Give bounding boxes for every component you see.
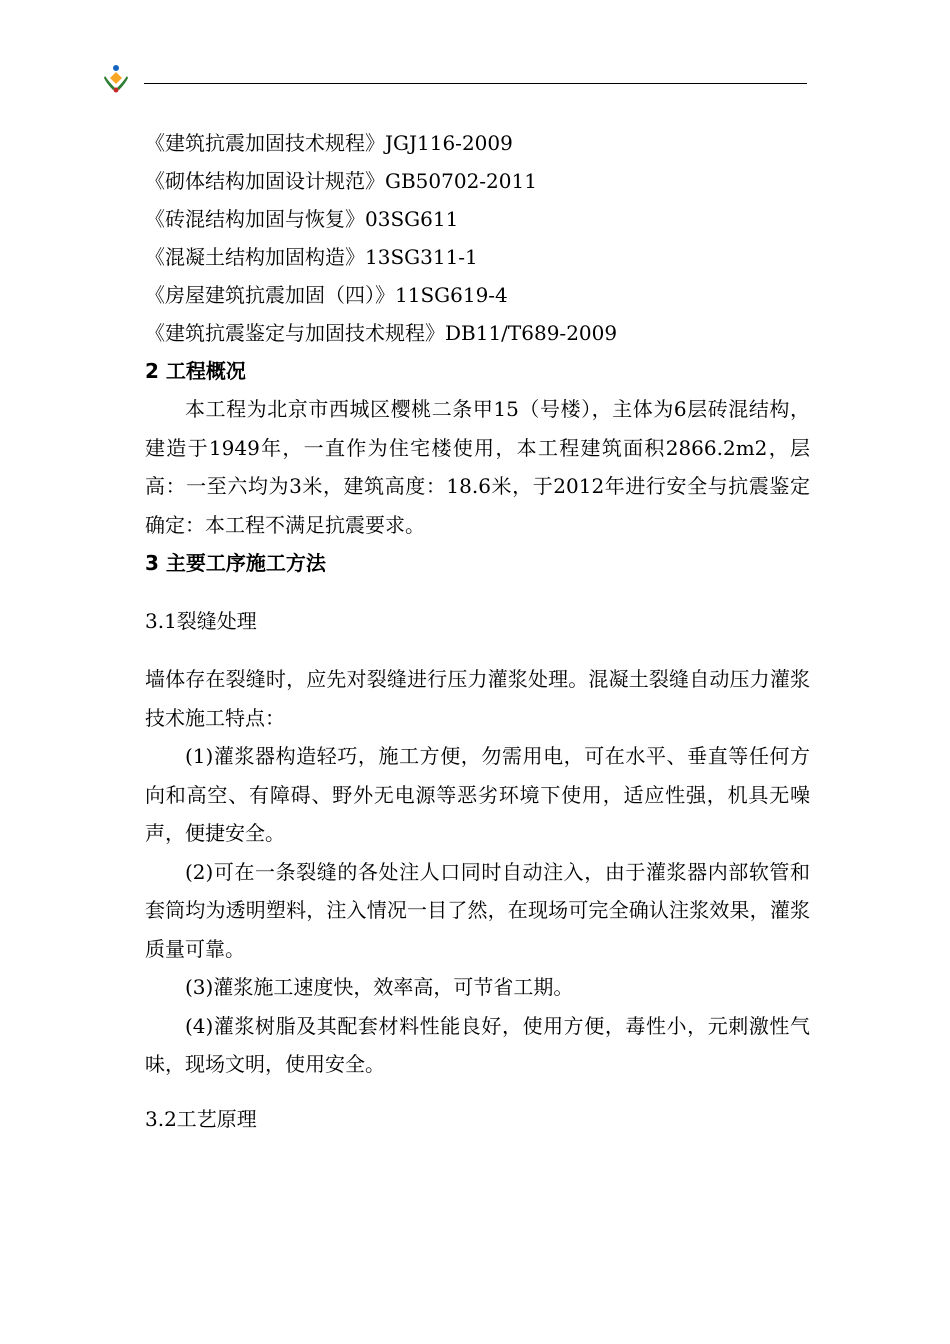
reference-list bbox=[145, 124, 810, 352]
reference-item: 《房屋建筑抗震加固（四）》11SG619-4 bbox=[145, 283, 508, 307]
document-body bbox=[145, 124, 810, 1138]
feature-point: (3)灌浆施工速度快，效率高，可节省工期。 bbox=[185, 975, 574, 999]
subsection-title: 3.1裂缝处理 bbox=[145, 609, 257, 633]
crack-intro-paragraph: 墙体存在裂缝时，应先对裂缝进行压力灌浆处理。混凝土裂缝自动压力灌浆技术施工特点： bbox=[145, 667, 810, 730]
reference-item: 《建筑抗震加固技术规程》JGJ116-2009 bbox=[145, 131, 513, 155]
reference-item: 《砖混结构加固与恢复》03SG611 bbox=[145, 207, 459, 231]
reference-item: 《建筑抗震鉴定与加固技术规程》DB11/T689-2009 bbox=[145, 321, 618, 345]
header-rule bbox=[144, 83, 807, 84]
subsection-title: 3.2工艺原理 bbox=[145, 1106, 257, 1131]
section-heading: 3 主要工序施工方法 bbox=[145, 551, 326, 575]
emblem-logo-icon bbox=[103, 64, 129, 94]
feature-point: (2)可在一条裂缝的各处注人口同时自动注入，由于灌浆器内部软管和套筒均为透明塑料，注入情况一目了然，在现场可完全确认注浆效果，灌浆质量可靠。 bbox=[145, 859, 810, 961]
reference-item: 《混凝土结构加固构造》13SG311-1 bbox=[145, 245, 478, 269]
feature-point: (1)灌浆器构造轻巧，施工方便，勿需用电，可在水平、垂直等任何方向和高空、有障碍、野外无电源等恶劣环境下使用，适应性强，机具无噪声，便捷安全。 bbox=[145, 744, 810, 845]
section-heading: 2 工程概况 bbox=[145, 359, 246, 383]
reference-item: 《砌体结构加固设计规范》GB50702-2011 bbox=[145, 169, 537, 193]
feature-point: (4)灌浆树脂及其配套材料性能良好，使用方便，毒性小，元刺激性气味，现场文明，使用安全。 bbox=[145, 1013, 810, 1076]
project-overview-paragraph: 本工程为北京市西城区樱桃二条甲15（号楼），主体为6层砖混结构，建造于1949年，一直作为住宅楼使用，本工程建筑面积2866.2m2，层高：一至六均为3米，建筑高度：18.6米，于2012年进行安全与抗震鉴定确定：本工程不满足抗震要求。 bbox=[145, 397, 810, 537]
